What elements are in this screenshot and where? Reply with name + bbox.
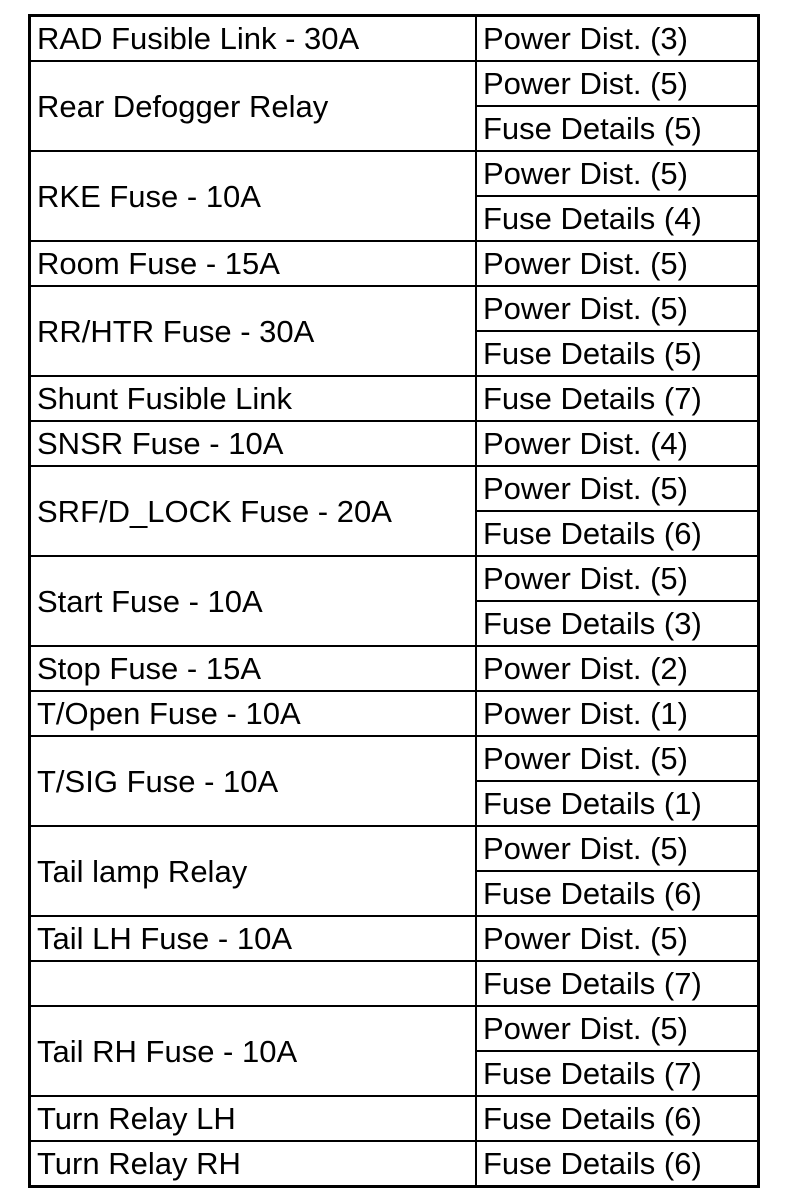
- table-row: [30, 376, 759, 421]
- location-reference-cell: Fuse Details (7): [476, 376, 759, 421]
- location-reference-cell: Fuse Details (3): [476, 601, 759, 646]
- location-reference-cell: Fuse Details (5): [476, 106, 759, 151]
- component-name-cell: T/Open Fuse - 10A: [30, 691, 477, 736]
- table-row: [30, 1141, 759, 1187]
- component-name-cell: T/SIG Fuse - 10A: [30, 736, 477, 826]
- table-row: [30, 421, 759, 466]
- location-reference-cell: Power Dist. (5): [476, 466, 759, 511]
- location-reference-cell: Fuse Details (7): [476, 1051, 759, 1096]
- component-name-cell: RR/HTR Fuse - 30A: [30, 286, 477, 376]
- location-reference-cell: Power Dist. (4): [476, 421, 759, 466]
- component-name-cell: [30, 961, 477, 1006]
- location-reference-cell: Power Dist. (5): [476, 286, 759, 331]
- table-row: [30, 466, 759, 511]
- location-reference-cell: Power Dist. (5): [476, 826, 759, 871]
- component-location-table: [28, 14, 760, 1188]
- location-reference-cell: Fuse Details (6): [476, 1141, 759, 1187]
- location-reference-cell: Power Dist. (5): [476, 241, 759, 286]
- component-name-cell: Stop Fuse - 15A: [30, 646, 477, 691]
- table-row: [30, 691, 759, 736]
- component-name-cell: Room Fuse - 15A: [30, 241, 477, 286]
- table-row: [30, 556, 759, 601]
- location-reference-cell: Fuse Details (5): [476, 331, 759, 376]
- table-row: [30, 646, 759, 691]
- location-reference-cell: Power Dist. (2): [476, 646, 759, 691]
- component-name-cell: RKE Fuse - 10A: [30, 151, 477, 241]
- table-row: [30, 1006, 759, 1051]
- table-body: [30, 16, 759, 1187]
- table-row: [30, 286, 759, 331]
- location-reference-cell: Fuse Details (6): [476, 1096, 759, 1141]
- component-name-cell: Turn Relay RH: [30, 1141, 477, 1187]
- location-reference-cell: Power Dist. (3): [476, 16, 759, 62]
- table-row: [30, 826, 759, 871]
- component-name-cell: SRF/D_LOCK Fuse - 20A: [30, 466, 477, 556]
- location-reference-cell: Fuse Details (6): [476, 511, 759, 556]
- component-name-cell: Shunt Fusible Link: [30, 376, 477, 421]
- table-row: [30, 736, 759, 781]
- location-reference-cell: Power Dist. (5): [476, 916, 759, 961]
- component-name-cell: SNSR Fuse - 10A: [30, 421, 477, 466]
- component-name-cell: Rear Defogger Relay: [30, 61, 477, 151]
- location-reference-cell: Power Dist. (5): [476, 151, 759, 196]
- component-name-cell: Start Fuse - 10A: [30, 556, 477, 646]
- component-name-cell: RAD Fusible Link - 30A: [30, 16, 477, 62]
- location-reference-cell: Fuse Details (1): [476, 781, 759, 826]
- component-name-cell: Tail RH Fuse - 10A: [30, 1006, 477, 1096]
- location-reference-cell: Fuse Details (6): [476, 871, 759, 916]
- location-reference-cell: Fuse Details (7): [476, 961, 759, 1006]
- table-row: [30, 241, 759, 286]
- location-reference-cell: Fuse Details (4): [476, 196, 759, 241]
- location-reference-cell: Power Dist. (5): [476, 61, 759, 106]
- component-name-cell: Turn Relay LH: [30, 1096, 477, 1141]
- location-reference-cell: Power Dist. (5): [476, 1006, 759, 1051]
- location-reference-cell: Power Dist. (5): [476, 556, 759, 601]
- table-row: [30, 1096, 759, 1141]
- table-row: [30, 61, 759, 106]
- location-reference-cell: Power Dist. (5): [476, 736, 759, 781]
- table-row: [30, 961, 759, 1006]
- location-reference-cell: Power Dist. (1): [476, 691, 759, 736]
- table-row: [30, 151, 759, 196]
- component-name-cell: Tail lamp Relay: [30, 826, 477, 916]
- table-row: [30, 16, 759, 62]
- table-row: [30, 916, 759, 961]
- component-name-cell: Tail LH Fuse - 10A: [30, 916, 477, 961]
